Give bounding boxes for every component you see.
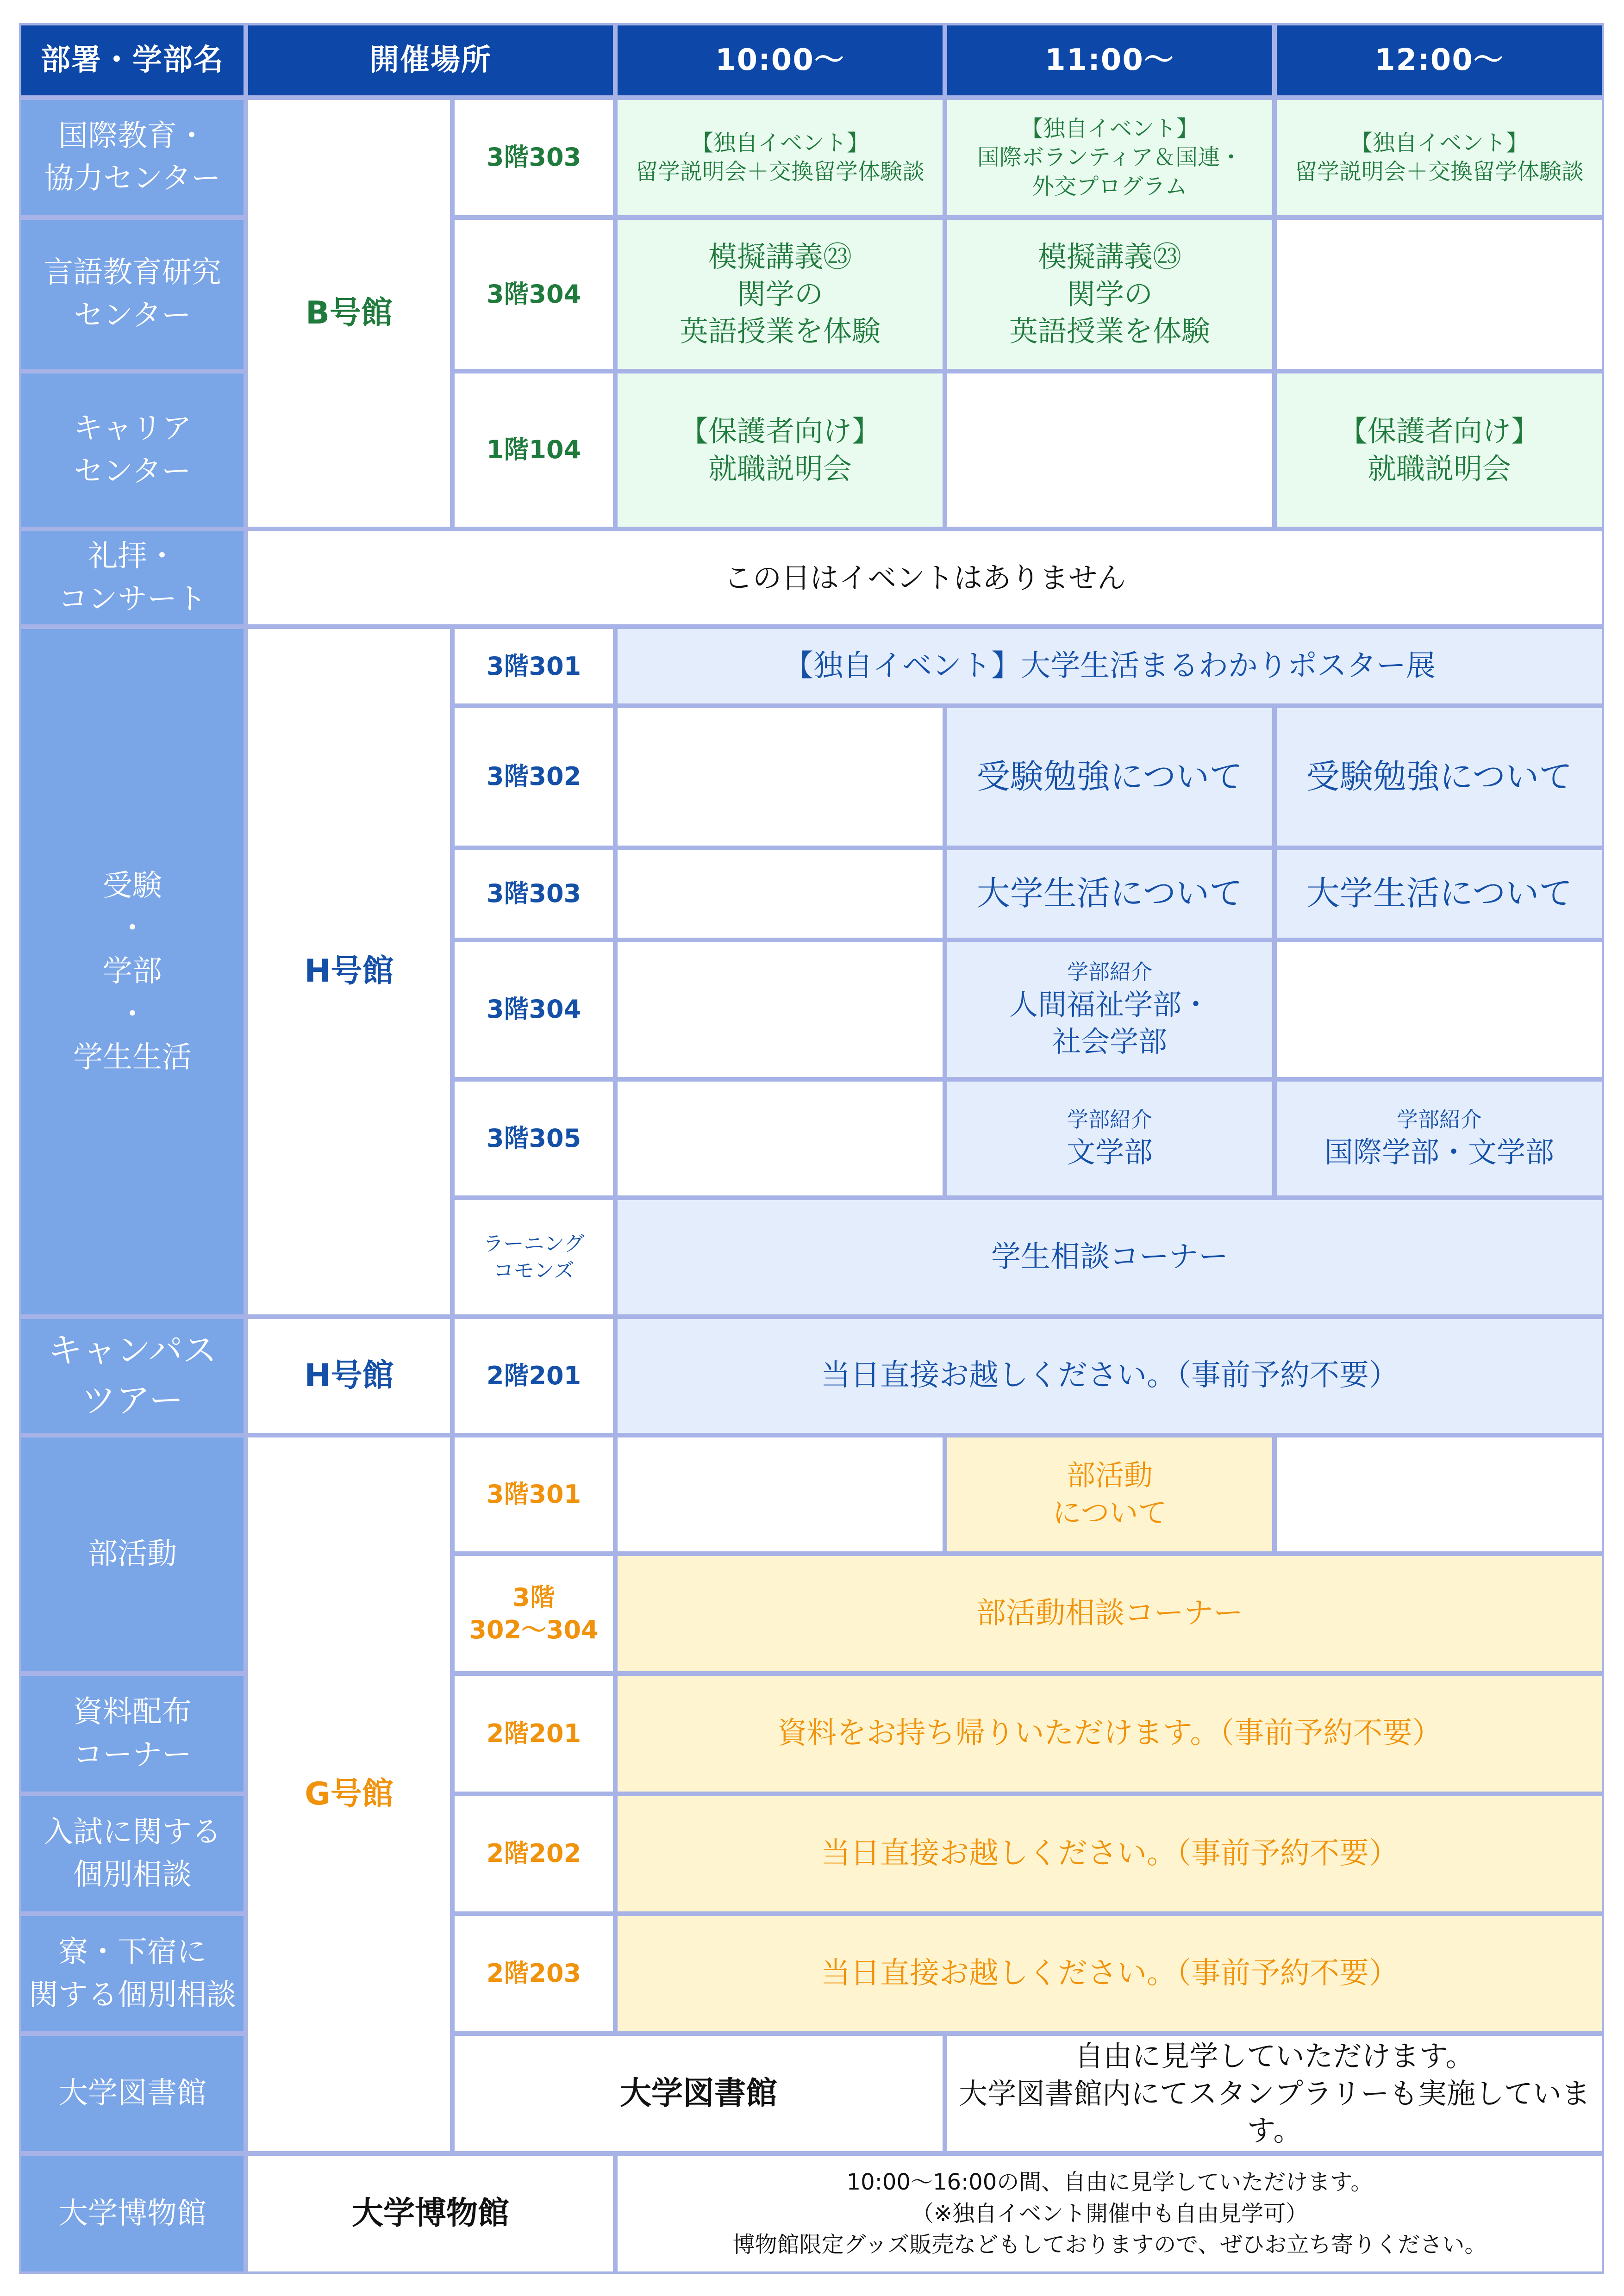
event-club-11: 部活動 について (945, 1435, 1274, 1554)
dept-admission: 入試に関する 個別相談 (19, 1794, 246, 1914)
event-h301: 【独自イベント】大学生活まるわかりポスター展 (615, 627, 1604, 706)
event-h305-11 (945, 1079, 1274, 1198)
table-row (19, 1317, 1604, 1435)
event-lang-11: 模擬講義㉓ 関学の 英語授業を体験 (945, 218, 1274, 371)
event-library: 自由に見学していただけます。 大学図書館内にてスタンプラリーも実施しています。 (945, 2034, 1604, 2153)
header-department: 部署・学部名 (19, 23, 246, 98)
event-admission: 当日直接お越しください。（事前予約不要） (615, 1794, 1604, 1914)
event-lang-10: 模擬講義㉓ 関学の 英語授業を体験 (615, 218, 945, 371)
header-row (19, 23, 1604, 98)
empty-cell (615, 706, 945, 848)
empty-cell (1274, 218, 1604, 371)
room-b304: 3階304 (452, 218, 615, 371)
dept-exam: 受験 ・ 学部 ・ 学生生活 (19, 627, 246, 1316)
empty-cell (615, 1435, 945, 1554)
event-intl-10: 【独自イベント】 留学説明会＋交換留学体験談 (615, 98, 945, 218)
building-h-tour: H号館 (246, 1317, 452, 1435)
event-career-12: 【保護者向け】 就職説明会 (1274, 371, 1604, 529)
dept-language: 言語教育研究 センター (19, 218, 246, 371)
event-intl-11: 【独自イベント】 国際ボランティア＆国連・ 外交プログラム (945, 98, 1274, 218)
empty-cell (615, 940, 945, 1079)
header-time-10: 10:00〜 (615, 23, 945, 98)
table-row (19, 529, 1604, 627)
event-club-corner: 部活動相談コーナー (615, 1554, 1604, 1674)
event-title: 人間福祉学部・ 社会学部 (1009, 987, 1210, 1059)
empty-cell (615, 848, 945, 940)
event-schedule-table (19, 23, 1604, 2274)
museum-line-1: 10:00〜16:00の間、自由に見学していただけます。 (846, 2169, 1373, 2196)
museum-line-3: 博物館限定グッズ販売などもしておりますので、ぜひお立ち寄りください。 (732, 2231, 1487, 2258)
room-g202: 2階202 (452, 1794, 615, 1914)
event-h303-12: 大学生活について (1274, 848, 1604, 940)
event-h302-11: 受験勉強について (945, 706, 1274, 848)
room-g201: 2階201 (452, 1674, 615, 1793)
event-tag: 学部紹介 (1067, 959, 1152, 984)
dept-tour: キャンパス ツアー (19, 1317, 246, 1435)
table-row (19, 98, 1604, 218)
building-museum: 大学博物館 (246, 2153, 615, 2274)
empty-cell (615, 1079, 945, 1198)
building-library: 大学図書館 (452, 2034, 945, 2153)
room-g302: 3階 302〜304 (452, 1554, 615, 1674)
event-tag: 学部紹介 (1067, 1107, 1152, 1132)
room-b104: 1階104 (452, 371, 615, 529)
empty-cell (1274, 940, 1604, 1079)
dept-career: キャリア センター (19, 371, 246, 529)
event-h304-11 (945, 940, 1274, 1079)
event-tag: 学部紹介 (1397, 1107, 1482, 1132)
dept-dorm: 寮・下宿に 関する個別相談 (19, 1914, 246, 2034)
room-h301: 3階301 (452, 627, 615, 706)
event-tour: 当日直接お越しください。（事前予約不要） (615, 1317, 1604, 1435)
event-h303-11: 大学生活について (945, 848, 1274, 940)
header-time-12: 12:00〜 (1274, 23, 1604, 98)
room-learning-commons: ラーニング コモンズ (452, 1198, 615, 1316)
event-museum (615, 2153, 1604, 2274)
room-h201: 2階201 (452, 1317, 615, 1435)
event-h302-12: 受験勉強について (1274, 706, 1604, 848)
event-title: 国際学部・文学部 (1324, 1135, 1554, 1169)
dept-worship: 礼拝・ コンサート (19, 529, 246, 627)
header-venue: 開催場所 (246, 23, 615, 98)
event-career-10: 【保護者向け】 就職説明会 (615, 371, 945, 529)
header-time-11: 11:00〜 (945, 23, 1274, 98)
event-worship: この日はイベントはありません (246, 529, 1604, 627)
building-g: G号館 (246, 1435, 452, 2154)
room-h304: 3階304 (452, 940, 615, 1079)
dept-club: 部活動 (19, 1435, 246, 1674)
room-h302: 3階302 (452, 706, 615, 848)
dept-library: 大学図書館 (19, 2034, 246, 2153)
room-h303: 3階303 (452, 848, 615, 940)
table-row (19, 2153, 1604, 2274)
dept-international: 国際教育・ 協力センター (19, 98, 246, 218)
event-materials: 資料をお持ち帰りいただけます。（事前予約不要） (615, 1674, 1604, 1793)
event-intl-12: 【独自イベント】 留学説明会＋交換留学体験談 (1274, 98, 1604, 218)
table-row (19, 1435, 1604, 1554)
event-h305-12 (1274, 1079, 1604, 1198)
building-b: B号館 (246, 98, 452, 529)
room-h305: 3階305 (452, 1079, 615, 1198)
building-h: H号館 (246, 627, 452, 1316)
dept-museum: 大学博物館 (19, 2153, 246, 2274)
museum-line-2: （※独自イベント開催中も自由見学可） (911, 2200, 1308, 2227)
event-dorm: 当日直接お越しください。（事前予約不要） (615, 1914, 1604, 2034)
table-row (19, 627, 1604, 706)
dept-materials: 資料配布 コーナー (19, 1674, 246, 1793)
empty-cell (945, 371, 1274, 529)
room-g203: 2階203 (452, 1914, 615, 2034)
event-title: 文学部 (1066, 1135, 1153, 1169)
room-g301: 3階301 (452, 1435, 615, 1554)
event-learning-commons: 学生相談コーナー (615, 1198, 1604, 1316)
room-b303: 3階303 (452, 98, 615, 218)
empty-cell (1274, 1435, 1604, 1554)
